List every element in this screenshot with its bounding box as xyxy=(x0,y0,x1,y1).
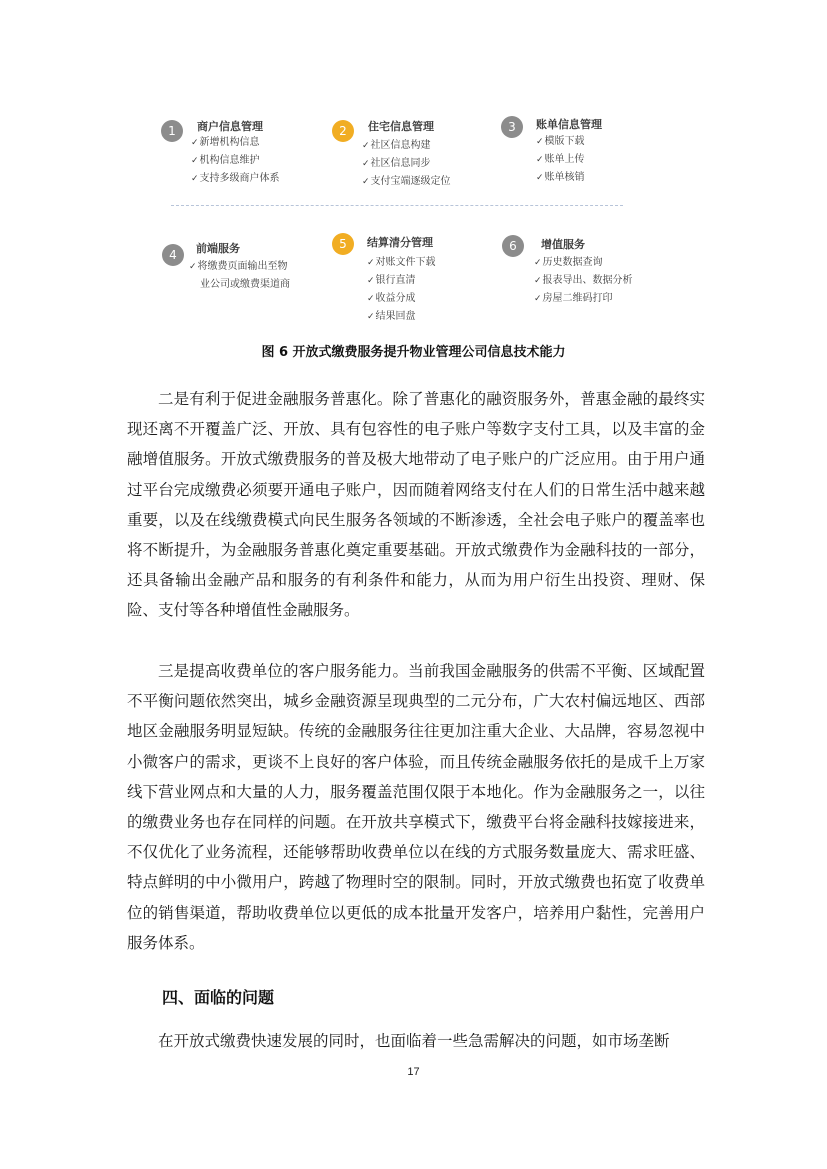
cell-item: ✓ 新增机构信息 xyxy=(191,134,280,152)
cell-title: 前端服务 xyxy=(196,242,240,255)
step-number-badge: 1 xyxy=(161,120,183,142)
cell-item: ✓ 报表导出、数据分析 xyxy=(534,272,633,290)
cell-title: 商户信息管理 xyxy=(197,120,263,133)
cell-items xyxy=(367,254,436,326)
cell-item: ✓ 收益分成 xyxy=(367,290,436,308)
step-number-badge: 2 xyxy=(332,120,354,142)
cell-items xyxy=(362,137,451,191)
step-number-badge: 5 xyxy=(332,233,354,255)
step-number-badge: 6 xyxy=(502,235,524,257)
cell-title: 账单信息管理 xyxy=(536,118,602,131)
figure-divider xyxy=(171,205,623,206)
service-capability-figure xyxy=(159,108,659,330)
cell-item: ✓ 账单核销 xyxy=(536,169,585,187)
cell-item: ✓ 支付宝端逐级定位 xyxy=(362,173,451,191)
cell-item: ✓ 机构信息维护 xyxy=(191,152,280,170)
figure-caption: 图 6 开放式缴费服务提升物业管理公司信息技术能力 xyxy=(261,345,566,360)
cell-items xyxy=(536,133,585,187)
cell-item: ✓ 账单上传 xyxy=(536,151,585,169)
cell-item: 业公司或缴费渠道商 xyxy=(200,279,290,290)
cell-item: ✓ 模版下载 xyxy=(536,133,585,151)
step-number-badge: 4 xyxy=(162,244,184,266)
cell-item: ✓ 对账文件下载 xyxy=(367,254,436,272)
page-number: 17 xyxy=(407,1066,420,1078)
cell-item: ✓ 房屋二维码打印 xyxy=(534,290,633,308)
cell-item: ✓ 历史数据查询 xyxy=(534,254,633,272)
cell-item: ✓ 银行直清 xyxy=(367,272,436,290)
paragraph-customer-service: 三是提高收费单位的客户服务能力。当前我国金融服务的供需不平衡、区域配置不平衡问题依然突出，城乡金融资源呈现典型的二元分布，广大农村偏远地区、西部地区金融服务明显短缺。传统的金融服务往往更加注重大企业、大品牌，容易忽视中小微客户的需求，更谈不上良好的客户体验，而且传统金融服务依托的是成千上万家线下营业网点和大量的人力，服务覆盖范围仅限于本地化。作为金融服务之一，以往的缴费业务也存在同样的问题。在开放共享模式下，缴费平台将金融科技嫁接进来，不仅优化了业务流程，还能够帮助收费单位以在线的方式服务数量庞大、需求旺盛、特点鲜明的中小微用户，跨越了物理时空的限制。同时，开放式缴费也拓宽了收费单位的销售渠道，帮助收费单位以更低的成本批量开发客户，培养用户黏性，完善用户服务体系。 xyxy=(127,662,705,952)
section-heading: 四、面临的问题 xyxy=(162,988,275,1007)
cell-items xyxy=(189,258,290,294)
cell-item: ✓ 将缴费页面输出至物 xyxy=(189,258,290,276)
paragraph-financial-inclusion: 二是有利于促进金融服务普惠化。除了普惠化的融资服务外，普惠金融的最终实现还离不开覆盖广泛、开放、具有包容性的电子账户等数字支付工具，以及丰富的金融增值服务。开放式缴费服务的普及极大地带动了电子账户的广泛应用。由于用户通过平台完成缴费必须要开通电子账户，因而随着网络支付在人们的日常生活中越来越重要，以及在线缴费模式向民生服务各领域的不断渗透，全社会电子账户的覆盖率也将不断提升，为金融服务普惠化奠定重要基础。开放式缴费作为金融科技的一部分，还具备输出金融产品和服务的有利条件和能力，从而为用户衍生出投资、理财、保险、支付等各种增值性金融服务。 xyxy=(127,390,705,620)
cell-item: ✓ 结果回盘 xyxy=(367,308,436,326)
paragraph-problems-intro: 在开放式缴费快速发展的同时，也面临着一些急需解决的问题，如市场垄断 xyxy=(158,1032,670,1050)
cell-title: 增值服务 xyxy=(541,238,585,251)
cell-item: ✓ 支持多级商户体系 xyxy=(191,170,280,188)
cell-item: ✓ 社区信息同步 xyxy=(362,155,451,173)
cell-title: 结算清分管理 xyxy=(367,236,433,249)
cell-items xyxy=(534,254,633,308)
step-number-badge: 3 xyxy=(501,116,523,138)
cell-title: 住宅信息管理 xyxy=(368,120,434,133)
cell-items xyxy=(191,134,280,188)
cell-item: ✓ 社区信息构建 xyxy=(362,137,451,155)
